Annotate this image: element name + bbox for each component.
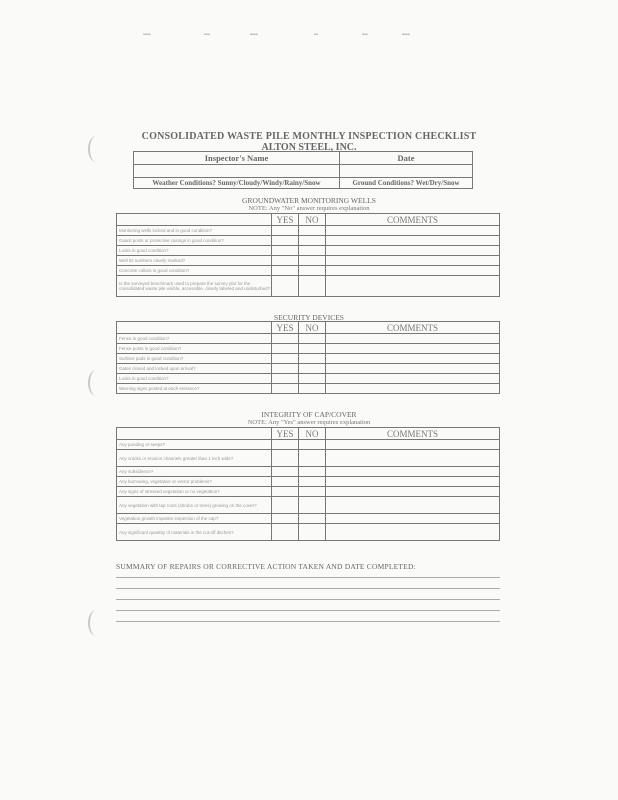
table-row [117,524,500,541]
no-column-header: NO [299,214,326,226]
table-row [117,344,500,354]
comment-cell[interactable] [326,497,500,514]
no-checkbox-cell[interactable] [299,467,326,477]
no-checkbox-cell[interactable] [299,236,326,246]
yes-checkbox-cell[interactable] [272,344,299,354]
comment-cell[interactable] [326,256,500,266]
question-text: Concrete collars in good condition? [117,266,272,276]
groundwater-title: GROUNDWATER MONITORING WELLS [242,196,376,205]
integrity-title: INTEGRITY OF CAP/COVER [261,410,357,419]
yes-checkbox-cell[interactable] [272,266,299,276]
question-text: Monitoring wells locked and in good condition? [117,226,272,236]
table-row [117,226,500,236]
question-text: Well ID numbers clearly marked? [117,256,272,266]
no-checkbox-cell[interactable] [299,384,326,394]
table-row [117,374,500,384]
no-column-header: NO [299,428,326,440]
summary-line[interactable] [116,610,500,611]
comment-cell[interactable] [326,236,500,246]
no-checkbox-cell[interactable] [299,276,326,297]
yes-checkbox-cell[interactable] [272,226,299,236]
comments-column-header: COMMENTS [326,428,500,440]
table-row [117,354,500,364]
table-row [117,266,500,276]
table-row [117,384,500,394]
no-checkbox-cell[interactable] [299,256,326,266]
yes-checkbox-cell[interactable] [272,276,299,297]
no-column-header: NO [299,322,326,334]
summary-line[interactable] [116,599,500,600]
comment-cell[interactable] [326,524,500,541]
document-title: CONSOLIDATED WASTE PILE MONTHLY INSPECTION CHECKLIST [141,131,477,142]
comment-cell[interactable] [326,514,500,524]
no-checkbox-cell[interactable] [299,497,326,514]
question-text: Any burrowing, vegetative or vector problems? [117,477,272,487]
question-text: Any subsidence? [117,467,272,477]
security-title: SECURITY DEVICES [274,313,344,322]
yes-column-header: YES [272,428,299,440]
question-text: Guard posts or protective casings in good condition? [117,236,272,246]
top-mark: Aaaa [250,32,258,36]
no-checkbox-cell[interactable] [299,374,326,384]
yes-checkbox-cell[interactable] [272,487,299,497]
binder-hole-middle [88,370,104,396]
groundwater-table [116,213,500,297]
table-row [117,450,500,467]
comment-cell[interactable] [326,276,500,297]
summary-line[interactable] [116,621,500,622]
no-checkbox-cell[interactable] [299,246,326,256]
question-text: Any cracks or erosion channels greater than 1 inch wide? [117,450,272,467]
question-text: Gates closed and locked upon arrival? [117,364,272,374]
yes-checkbox-cell[interactable] [272,384,299,394]
table-row [117,256,500,266]
yes-column-header: YES [272,214,299,226]
yes-checkbox-cell[interactable] [272,440,299,450]
comment-cell[interactable] [326,374,500,384]
comment-cell[interactable] [326,266,500,276]
groundwater-note: NOTE: Any "No" answer requires explanation [248,205,370,212]
yes-checkbox-cell[interactable] [272,364,299,374]
table-row [117,334,500,344]
table-row [117,276,500,297]
yes-checkbox-cell[interactable] [272,497,299,514]
weather-conditions-label: Weather Conditions? Sunny/Cloudy/Windy/Rainy/Snow [134,178,340,189]
top-mark: Aaa [204,32,210,36]
question-text: Warning signs posted at each entrance? [117,384,272,394]
comment-cell[interactable] [326,226,500,236]
yes-checkbox-cell[interactable] [272,334,299,344]
comment-cell[interactable] [326,440,500,450]
no-checkbox-cell[interactable] [299,334,326,344]
question-text: Any vegetation with tap roots (shrubs or trees) growing on the cover? [117,497,272,514]
question-text: Is the surveyed benchmark used to prepare the survey plot for the consolidated waste pile visible, accessible, clearly labeled and undisturbed? [117,276,272,297]
yes-checkbox-cell[interactable] [272,246,299,256]
header-table [133,151,473,189]
yes-checkbox-cell[interactable] [272,354,299,364]
top-mark: Aaa [362,32,368,36]
no-checkbox-cell[interactable] [299,477,326,487]
top-mark: Aaaa [402,32,410,36]
no-checkbox-cell[interactable] [299,364,326,374]
no-checkbox-cell[interactable] [299,487,326,497]
no-checkbox-cell[interactable] [299,524,326,541]
question-text: Any signs of stressed vegetation or no vegetation? [117,487,272,497]
comment-cell[interactable] [326,467,500,477]
no-checkbox-cell[interactable] [299,266,326,276]
table-row [117,364,500,374]
comments-column-header: COMMENTS [326,322,500,334]
table-row [117,246,500,256]
binder-hole-bottom [88,610,104,636]
integrity-note: NOTE: Any "Yes" answer requires explanation [247,419,371,426]
comment-cell[interactable] [326,344,500,354]
company-name: ALTON STEEL, INC. [261,142,357,153]
yes-column-header: YES [272,322,299,334]
integrity-table [116,427,500,541]
comments-column-header: COMMENTS [326,214,500,226]
no-checkbox-cell[interactable] [299,514,326,524]
ground-conditions-label: Ground Conditions? Wet/Dry/Snow [340,178,473,189]
no-checkbox-cell[interactable] [299,354,326,364]
question-text: Locks in good condition? [117,246,272,256]
summary-label: SUMMARY OF REPAIRS OR CORRECTIVE ACTION TAKEN AND DATE COMPLETED: [116,562,416,571]
yes-checkbox-cell[interactable] [272,256,299,266]
yes-checkbox-cell[interactable] [272,450,299,467]
table-row [117,440,500,450]
top-mark: Aaaa [143,32,151,36]
date-label: Date [340,152,473,165]
inspector-name-label: Inspector's Name [134,152,340,165]
comment-cell[interactable] [326,364,500,374]
table-row [117,487,500,497]
yes-checkbox-cell[interactable] [272,514,299,524]
question-text: Any significant quantity of materials in the cut-off ditches? [117,524,272,541]
question-text: Locks in good condition? [117,374,272,384]
yes-checkbox-cell[interactable] [272,236,299,246]
question-text: Vegetation growth impedes inspection of the cap? [117,514,272,524]
table-row [117,477,500,487]
comment-cell[interactable] [326,450,500,467]
no-checkbox-cell[interactable] [299,450,326,467]
question-text: Surface pads in good condition? [117,354,272,364]
question-text: Any ponding or seeps? [117,440,272,450]
comment-cell[interactable] [326,246,500,256]
question-text: Fence in good condition? [117,334,272,344]
table-row [117,497,500,514]
comment-cell[interactable] [326,354,500,364]
top-mark: Aa [314,32,318,36]
comment-cell[interactable] [326,384,500,394]
yes-checkbox-cell[interactable] [272,524,299,541]
comment-cell[interactable] [326,477,500,487]
comment-cell[interactable] [326,334,500,344]
no-checkbox-cell[interactable] [299,344,326,354]
security-table [116,321,500,394]
no-checkbox-cell[interactable] [299,226,326,236]
yes-checkbox-cell[interactable] [272,467,299,477]
table-row [117,514,500,524]
summary-line[interactable] [116,588,500,589]
yes-checkbox-cell[interactable] [272,374,299,384]
comment-cell[interactable] [326,487,500,497]
question-text: Fence posts in good condition? [117,344,272,354]
table-row [117,236,500,246]
table-row [117,467,500,477]
yes-checkbox-cell[interactable] [272,477,299,487]
summary-line[interactable] [116,577,500,578]
no-checkbox-cell[interactable] [299,440,326,450]
